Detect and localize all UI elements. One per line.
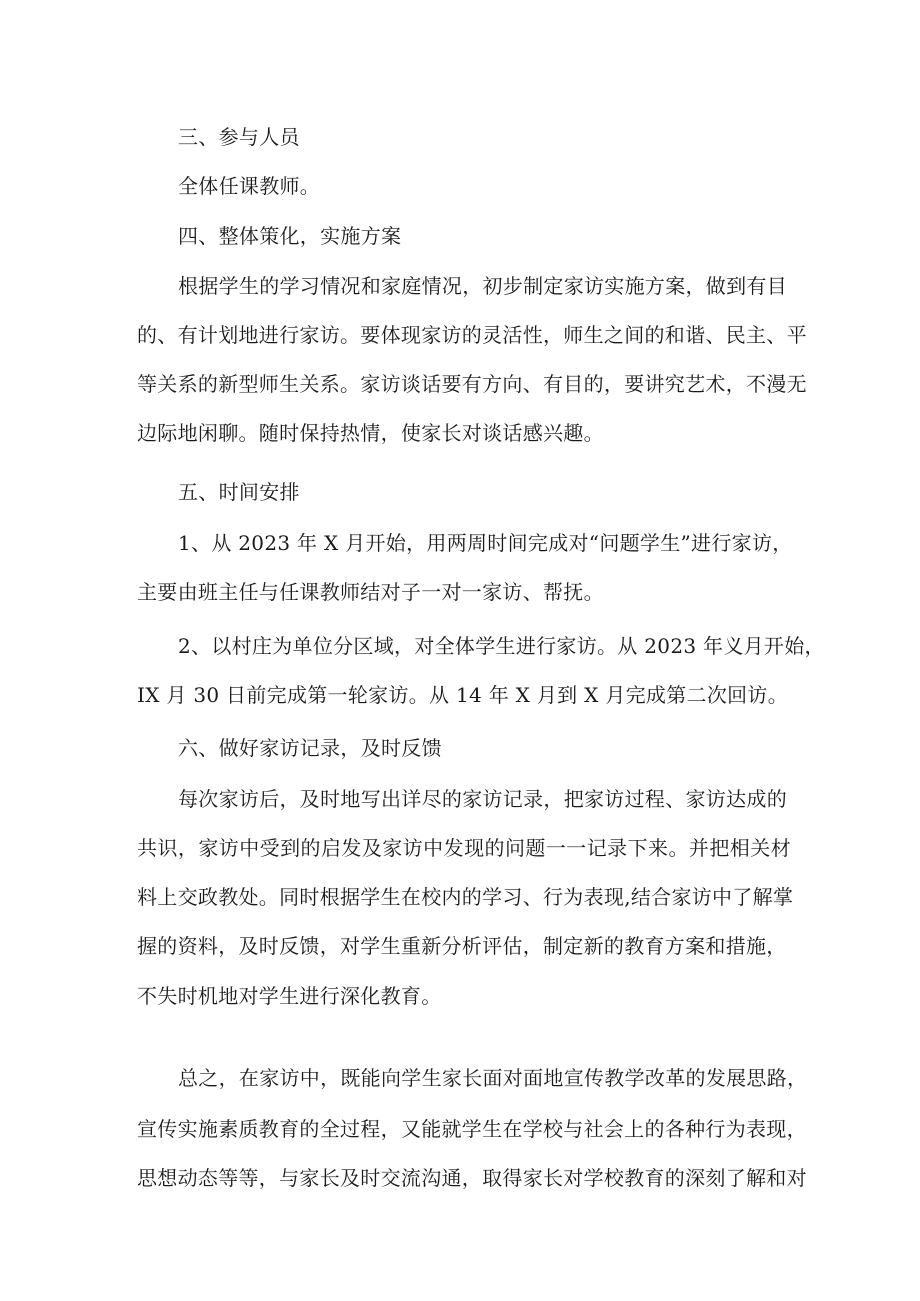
section-6-heading: 六、做好家访记录，及时反馈 [178,736,442,760]
section-6-line-2: 共识，家访中受到的启发及家访中发现的问题一一记录下来。并把相关材 [137,836,791,860]
section-5-item-1-line-1: 1、从 2023 年 X 月开始，用两周时间完成对“问题学生”进行家访， [178,531,793,555]
summary-line-1: 总之，在家访中，既能向学生家长面对面地宣传教学改革的发展思路， [178,1066,808,1090]
section-5-item-2-line-1: 2、以村庄为单位分区域，对全体学生进行家访。从 2023 年义月开始， [178,634,825,658]
section-4-line-3: 等关系的新型师生关系。家访谈话要有方向、有目的，要讲究艺术，不漫无 [137,372,807,396]
section-6-line-1: 每次家访后，及时地写出详尽的家访记录，把家访过程、家访达成的 [178,787,787,811]
section-4-heading: 四、整体策化，实施方案 [178,224,402,248]
section-4-line-1: 根据学生的学习情况和家庭情况，初步制定家访实施方案，做到有目 [178,274,787,298]
section-6-line-4: 握的资料，及时反馈，对学生重新分析评估，制定新的教育方案和措施， [137,934,787,958]
section-6-line-5: 不失时机地对学生进行深化教育。 [137,984,442,1008]
section-5-item-2-line-2: IX 月 30 日前完成第一轮家访。从 14 年 X 月到 X 月完成第二次回访。 [137,683,789,707]
section-5-heading: 五、时间安排 [178,480,300,504]
summary-line-2: 宣传实施素质教育的全过程，又能就学生在学校与社会上的各种行为表现， [137,1117,807,1141]
summary-line-3: 思想动态等等，与家长及时交流沟通，取得家长对学校教育的深刻了解和对 [137,1166,807,1190]
section-4-line-4: 边际地闲聊。随时保持热情，使家长对谈话感兴趣。 [137,421,604,445]
section-3-body: 全体任课教师。 [178,174,321,198]
section-3-heading: 三、参与人员 [178,125,300,149]
section-6-line-3: 料上交政教处。同时根据学生在校内的学习、行为表现,结合家访中了解掌 [137,885,794,909]
section-5-item-1-line-2: 主要由班主任与任课教师结对子一对一家访、帮抚。 [137,580,604,604]
section-4-line-2: 的、有计划地进行家访。要体现家访的灵活性，师生之间的和谐、民主、平 [137,323,807,347]
